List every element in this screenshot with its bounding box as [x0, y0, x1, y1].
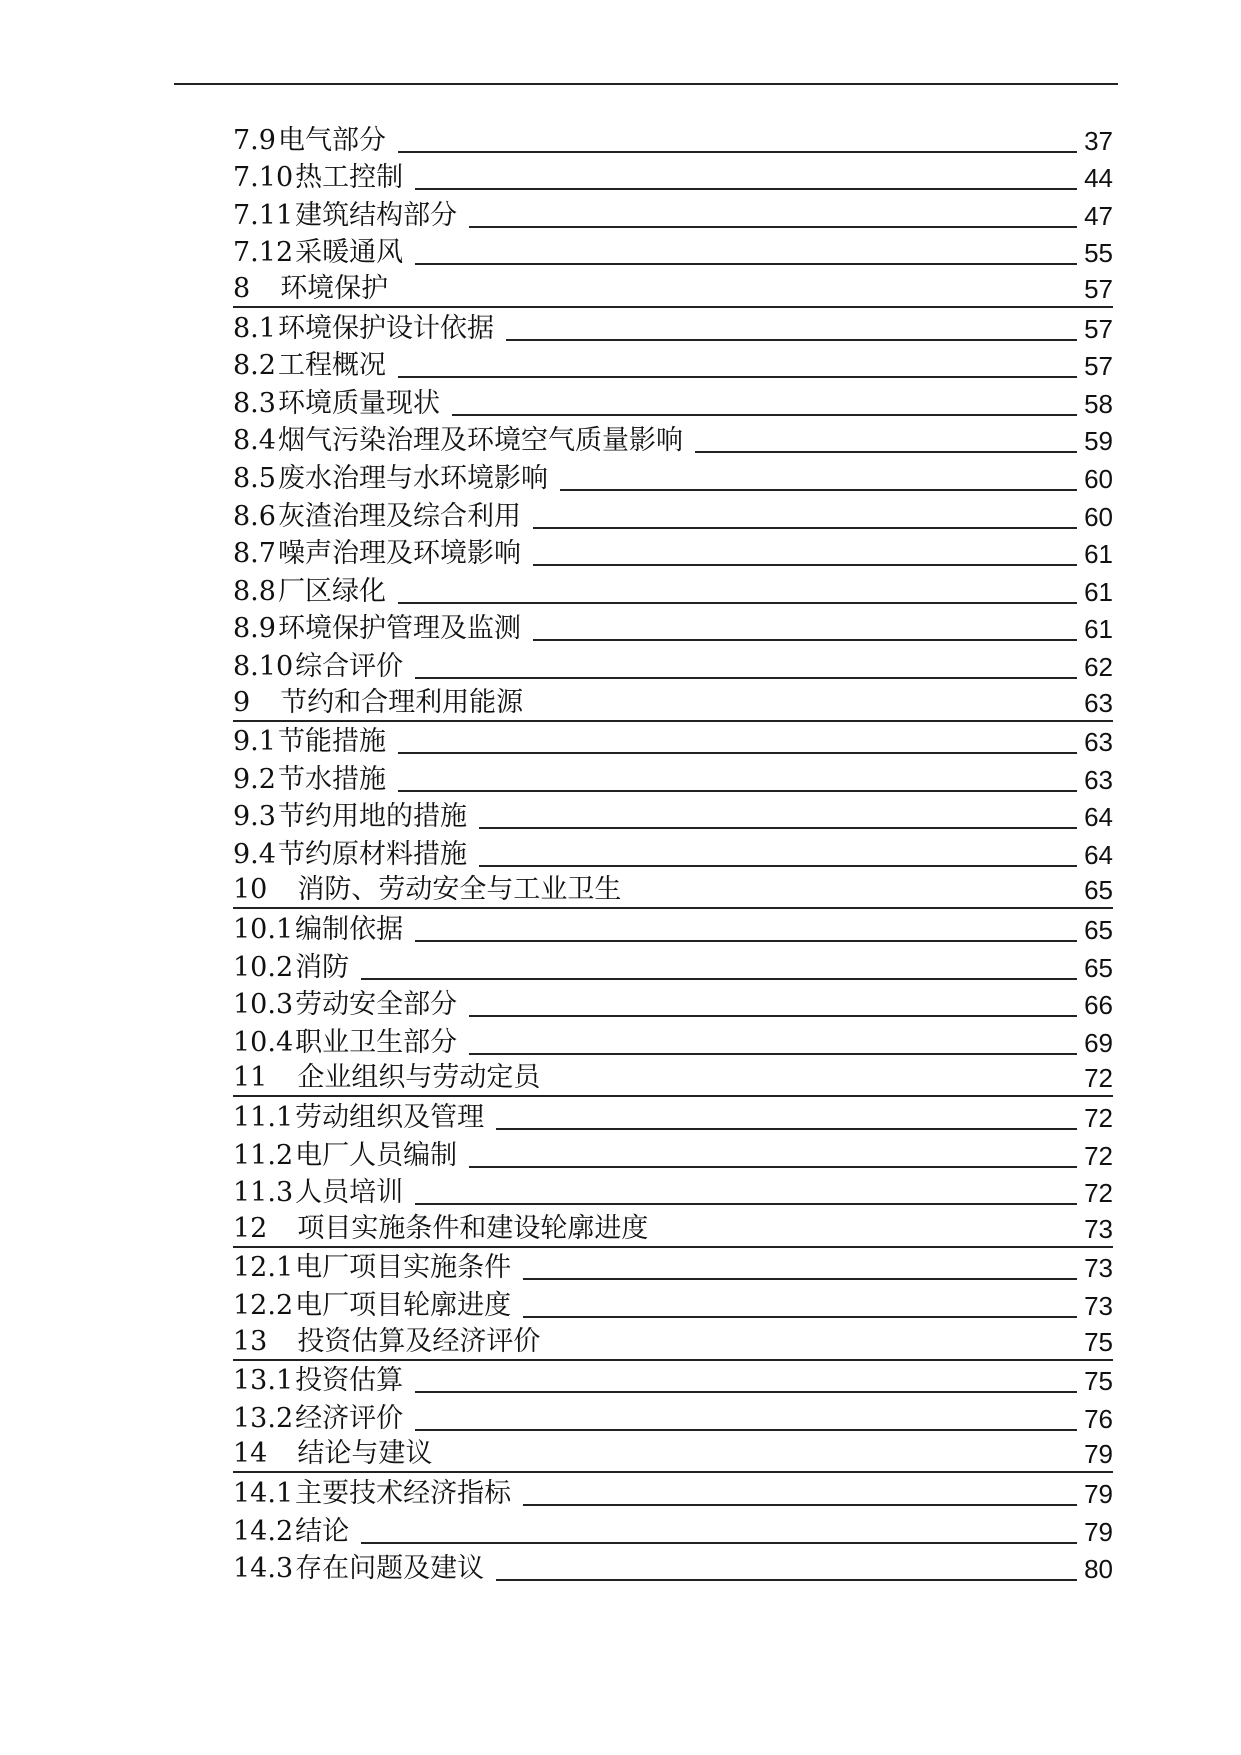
toc-section-entry[interactable]: [233, 646, 1113, 684]
toc-entry-title: 电厂项目轮廓进度: [295, 1290, 512, 1321]
toc-chapter-entry[interactable]: [233, 1323, 1113, 1361]
toc-entry-number: 7.12: [233, 237, 294, 269]
toc-page-number: 75: [1084, 1366, 1113, 1397]
toc-leader-line: [533, 562, 1077, 566]
toc-page-number: 59: [1084, 426, 1113, 457]
toc-leader-line: [444, 1464, 1077, 1466]
toc-chapter-entry[interactable]: [233, 684, 1113, 722]
toc-entry-title: 厂区绿化: [277, 575, 386, 607]
toc-leader-line: [523, 1276, 1077, 1280]
toc-page-number: 76: [1084, 1403, 1113, 1434]
toc-section-entry[interactable]: [233, 1173, 1113, 1211]
toc-section-entry[interactable]: [233, 834, 1113, 872]
toc-entry-number: 14.2: [233, 1515, 294, 1547]
toc-entry-number: 11.3: [233, 1177, 294, 1209]
toc-entry-number: 9.2: [233, 763, 276, 795]
toc-page-number: 47: [1084, 200, 1113, 231]
toc-page-number: 55: [1084, 238, 1113, 269]
toc-leader-line: [533, 525, 1077, 529]
toc-section-entry[interactable]: [233, 421, 1113, 459]
toc-leader-line: [415, 261, 1077, 265]
toc-leader-line: [479, 825, 1077, 829]
toc-leader-line: [398, 788, 1077, 792]
toc-page-number: 72: [1084, 1178, 1113, 1209]
toc-entry-number: 10.1: [233, 914, 294, 946]
toc-entry-number: 8.6: [233, 500, 276, 532]
toc-leader-line: [469, 224, 1077, 228]
toc-page-number: 63: [1084, 687, 1113, 718]
toc-entry-title: 存在问题及建议: [295, 1553, 485, 1585]
toc-page-number: 44: [1084, 163, 1113, 194]
toc-section-entry[interactable]: [233, 458, 1113, 496]
toc-leader-line: [496, 1577, 1077, 1581]
toc-leader-line: [552, 1352, 1077, 1354]
toc-entry-title: 职业卫生部分: [295, 1026, 458, 1058]
toc-entry-title: 热工控制: [295, 162, 404, 194]
toc-section-entry[interactable]: [233, 233, 1113, 271]
toc-entry-title: 编制依据: [295, 914, 404, 946]
toc-entry-title: 灰渣治理及综合利用: [277, 500, 521, 532]
toc-entry-title: 噪声治理及环境影响: [277, 538, 521, 570]
toc-page-number: 66: [1084, 990, 1113, 1021]
toc-page-number: 69: [1084, 1027, 1113, 1058]
toc-entry-title: 劳动安全部分: [295, 989, 458, 1021]
toc-section-entry[interactable]: [233, 1549, 1113, 1587]
header-rule: [174, 83, 1118, 85]
toc-section-entry[interactable]: [233, 722, 1113, 760]
toc-leader-line: [415, 1201, 1077, 1205]
toc-leader-line: [361, 976, 1077, 980]
toc-entry-title: 项目实施条件和建设轮廓进度: [297, 1212, 649, 1244]
toc-entry-number: 12.2: [233, 1290, 294, 1321]
toc-leader-line: [695, 449, 1077, 453]
toc-entry-number: 11: [233, 1062, 268, 1094]
toc-entry-number: 9.4: [233, 838, 276, 870]
toc-entry-number: 11.1: [233, 1102, 294, 1134]
toc-page-number: 73: [1084, 1213, 1113, 1244]
toc-entry-number: 12: [233, 1212, 268, 1244]
toc-entry-number: 10.3: [233, 989, 294, 1021]
toc-leader-line: [523, 1314, 1077, 1318]
toc-section-entry[interactable]: [233, 383, 1113, 421]
toc-entry-title: 建筑结构部分: [295, 199, 458, 231]
toc-page-number: 65: [1084, 915, 1113, 946]
toc-section-entry[interactable]: [233, 496, 1113, 534]
toc-leader-line: [415, 186, 1077, 190]
toc-entry-number: 10: [233, 874, 268, 906]
toc-entry-number: 8.7: [233, 538, 276, 570]
toc-entry-title: 节约原材料措施: [277, 838, 467, 870]
toc-page-number: 75: [1084, 1326, 1113, 1357]
toc-entry-number: 8.3: [233, 387, 276, 419]
toc-entry-title: 节水措施: [277, 763, 386, 795]
toc-entry-number: 8.10: [233, 650, 294, 682]
toc-page-number: 37: [1084, 125, 1113, 156]
toc-entry-number: 10.4: [233, 1026, 294, 1058]
toc-entry-number: 9.1: [233, 726, 276, 758]
toc-section-entry[interactable]: [233, 346, 1113, 384]
toc-page-number: 65: [1084, 952, 1113, 983]
toc-entry-number: 14.1: [233, 1477, 294, 1509]
toc-entry-title: 电气部分: [277, 124, 386, 156]
toc-section-entry[interactable]: [233, 909, 1113, 947]
toc-entry-title: 环境质量现状: [277, 387, 440, 419]
toc-entry-number: 7.11: [233, 199, 294, 231]
toc-entry-number: 13.1: [233, 1365, 294, 1397]
toc-section-entry[interactable]: [233, 1248, 1113, 1286]
toc-leader-line: [361, 1540, 1077, 1544]
toc-entry-title: 节能措施: [277, 726, 386, 758]
toc-page-number: 61: [1084, 614, 1113, 645]
toc-section-entry[interactable]: [233, 1135, 1113, 1173]
toc-page-number: 65: [1084, 875, 1113, 906]
toc-entry-title: 电厂项目实施条件: [295, 1252, 512, 1284]
toc-section-entry[interactable]: [233, 1022, 1113, 1060]
toc-leader-line: [415, 1427, 1077, 1431]
toc-entry-number: 10.2: [233, 951, 294, 983]
toc-chapter-entry[interactable]: [233, 1436, 1113, 1474]
toc-entry-number: 14: [233, 1438, 268, 1470]
toc-page-number: 57: [1084, 273, 1113, 304]
toc-entry-title: 经济评价: [295, 1402, 404, 1434]
toc-leader-line: [398, 750, 1077, 754]
toc-entry-title: 结论: [295, 1515, 350, 1547]
toc-entry-number: 12.1: [233, 1252, 294, 1284]
toc-entry-title: 投资估算及经济评价: [297, 1325, 541, 1357]
toc-entry-title: 投资估算: [295, 1365, 404, 1397]
toc-chapter-entry[interactable]: [233, 872, 1113, 910]
toc-page-number: 73: [1084, 1291, 1113, 1321]
toc-entry-title: 废水治理与水环境影响: [277, 462, 548, 494]
toc-chapter-entry[interactable]: [233, 1210, 1113, 1248]
toc-entry-number: 8.5: [233, 462, 276, 494]
toc-page-number: 73: [1084, 1253, 1113, 1284]
toc-entry-number: 7.9: [233, 124, 276, 156]
toc-page-number: 79: [1084, 1439, 1113, 1470]
toc-section-entry[interactable]: [233, 1361, 1113, 1399]
toc-leader-line: [452, 412, 1077, 416]
toc-page-number: 64: [1084, 802, 1113, 833]
table-of-contents: [233, 120, 1113, 1586]
toc-section-entry[interactable]: [233, 120, 1113, 158]
toc-page-number: 72: [1084, 1140, 1113, 1171]
toc-entry-title: 消防: [295, 951, 350, 983]
toc-entry-title: 节约和合理利用能源: [280, 686, 524, 718]
toc-entry-number: 8.4: [233, 425, 276, 457]
toc-entry-number: 11.2: [233, 1139, 294, 1171]
toc-leader-line: [469, 1051, 1077, 1055]
toc-section-entry[interactable]: [233, 1511, 1113, 1549]
toc-leader-line: [469, 1013, 1077, 1017]
toc-entry-number: 7.10: [233, 162, 294, 194]
toc-entry-number: 9.3: [233, 801, 276, 833]
toc-entry-number: 8.9: [233, 613, 276, 645]
toc-section-entry[interactable]: [233, 534, 1113, 572]
toc-section-entry[interactable]: [233, 1285, 1113, 1323]
toc-page-number: 72: [1084, 1103, 1113, 1134]
toc-page-number: 62: [1084, 651, 1113, 682]
toc-page-number: 63: [1084, 727, 1113, 758]
toc-leader-line: [398, 149, 1077, 153]
toc-leader-line: [533, 637, 1077, 641]
toc-entry-title: 企业组织与劳动定员: [297, 1062, 541, 1094]
toc-entry-number: 8: [233, 272, 251, 304]
toc-leader-line: [398, 600, 1077, 604]
toc-entry-number: 14.3: [233, 1553, 294, 1585]
toc-leader-line: [633, 900, 1077, 902]
toc-page-number: 64: [1084, 839, 1113, 870]
toc-page-number: 58: [1084, 388, 1113, 419]
toc-entry-title: 采暖通风: [295, 237, 404, 269]
toc-section-entry[interactable]: [233, 609, 1113, 647]
toc-leader-line: [660, 1239, 1077, 1241]
toc-leader-line: [415, 675, 1077, 679]
toc-entry-number: 13: [233, 1325, 268, 1357]
toc-leader-line: [479, 863, 1077, 867]
toc-page-number: 57: [1084, 351, 1113, 382]
toc-page-number: 57: [1084, 313, 1113, 344]
toc-entry-number: 8.8: [233, 575, 276, 607]
toc-page-number: 79: [1084, 1478, 1113, 1509]
toc-entry-number: 8.1: [233, 312, 276, 344]
toc-page-number: 61: [1084, 576, 1113, 607]
toc-leader-line: [506, 337, 1077, 341]
toc-entry-title: 人员培训: [295, 1177, 404, 1209]
toc-section-entry[interactable]: [233, 158, 1113, 196]
toc-entry-title: 主要技术经济指标: [295, 1477, 512, 1509]
toc-entry-title: 综合评价: [295, 650, 404, 682]
toc-section-entry[interactable]: [233, 1398, 1113, 1436]
toc-entry-title: 电厂人员编制: [295, 1139, 458, 1171]
toc-entry-title: 结论与建议: [297, 1438, 433, 1470]
toc-leader-line: [560, 487, 1077, 491]
toc-section-entry[interactable]: [233, 1097, 1113, 1135]
toc-page-number: 60: [1084, 463, 1113, 494]
toc-section-entry[interactable]: [233, 1473, 1113, 1511]
toc-entry-title: 环境保护设计依据: [277, 312, 494, 344]
toc-entry-title: 劳动组织及管理: [295, 1102, 485, 1134]
toc-section-entry[interactable]: [233, 308, 1113, 346]
toc-entry-number: 8.2: [233, 350, 276, 382]
toc-leader-line: [415, 938, 1077, 942]
toc-chapter-entry[interactable]: [233, 270, 1113, 308]
toc-entry-number: 13.2: [233, 1402, 294, 1434]
toc-leader-line: [398, 374, 1077, 378]
toc-entry-title: 环境保护: [280, 272, 389, 304]
toc-leader-line: [552, 1088, 1077, 1090]
toc-section-entry[interactable]: [233, 985, 1113, 1023]
toc-page-number: 80: [1084, 1554, 1113, 1585]
toc-page-number: 60: [1084, 501, 1113, 532]
toc-section-entry[interactable]: [233, 195, 1113, 233]
toc-section-entry[interactable]: [233, 571, 1113, 609]
toc-leader-line: [415, 1389, 1077, 1393]
toc-page-number: 72: [1084, 1063, 1113, 1094]
toc-leader-line: [469, 1164, 1077, 1168]
toc-entry-title: 烟气污染治理及环境空气质量影响: [277, 425, 683, 457]
toc-leader-line: [523, 1502, 1077, 1506]
toc-entry-number: 9: [233, 686, 251, 718]
toc-leader-line: [496, 1126, 1077, 1130]
toc-section-entry[interactable]: [233, 797, 1113, 835]
toc-section-entry[interactable]: [233, 759, 1113, 797]
toc-entry-title: 工程概况: [277, 350, 386, 382]
toc-leader-line: [535, 713, 1077, 715]
toc-entry-title: 节约用地的措施: [277, 801, 467, 833]
toc-chapter-entry[interactable]: [233, 1060, 1113, 1098]
toc-page-number: 61: [1084, 539, 1113, 570]
toc-entry-title: 环境保护管理及监测: [277, 613, 521, 645]
toc-entry-title: 消防、劳动安全与工业卫生: [297, 874, 622, 906]
toc-page-number: 63: [1084, 764, 1113, 795]
toc-section-entry[interactable]: [233, 947, 1113, 985]
toc-page-number: 79: [1084, 1516, 1113, 1547]
toc-leader-line: [400, 299, 1077, 301]
